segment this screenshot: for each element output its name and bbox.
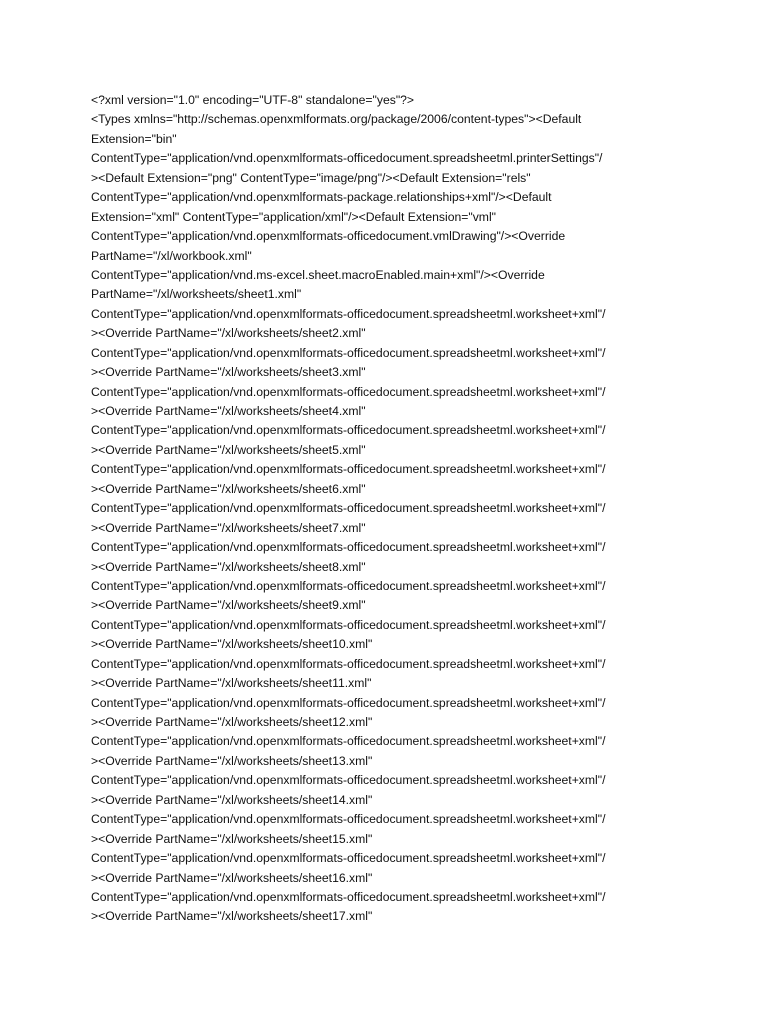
document-line: ContentType="application/vnd.openxmlformats-officedocument.spreadsheetml.worksheet+xml"/: [91, 851, 606, 866]
document-line: PartName="/xl/worksheets/sheet1.xml": [91, 287, 302, 302]
document-line: ContentType="application/vnd.openxmlformats-officedocument.spreadsheetml.printerSettings"/: [91, 151, 603, 166]
document-line: ContentType="application/vnd.ms-excel.sheet.macroEnabled.main+xml"/><Override: [91, 267, 545, 282]
document-line: Extension="bin": [91, 131, 177, 146]
document-line: ><Override PartName="/xl/worksheets/sheet12.xml": [91, 715, 373, 729]
document-line: ><Override PartName="/xl/worksheets/sheet3.xml": [91, 365, 366, 380]
document-line: ><Override PartName="/xl/worksheets/sheet2.xml": [91, 326, 366, 341]
document-line: ContentType="application/vnd.openxmlformats-officedocument.spreadsheetml.worksheet+xml"/: [91, 306, 606, 321]
document-line: ContentType="application/vnd.openxmlformats-officedocument.spreadsheetml.worksheet+xml"/: [91, 578, 606, 593]
document-line: PartName="/xl/workbook.xml": [91, 248, 252, 263]
document-line: ContentType="application/vnd.openxmlformats-officedocument.spreadsheetml.worksheet+xml"/: [91, 695, 606, 710]
document-line: <?xml version="1.0" encoding="UTF-8" standalone="yes"?>: [91, 93, 415, 107]
document-line: ><Override PartName="/xl/worksheets/sheet11.xml": [91, 676, 372, 691]
document-line: ContentType="application/vnd.openxmlformats-officedocument.spreadsheetml.worksheet+xml"/: [91, 423, 606, 438]
document-line: ContentType="application/vnd.openxmlformats-officedocument.spreadsheetml.worksheet+xml"/: [91, 889, 606, 904]
document-line: ContentType="application/vnd.openxmlformats-officedocument.spreadsheetml.worksheet+xml"/: [91, 812, 606, 827]
document-line: ContentType="application/vnd.openxmlformats-officedocument.spreadsheetml.worksheet+xml"/: [91, 501, 606, 516]
document-line: ><Override PartName="/xl/worksheets/sheet7.xml": [91, 520, 366, 535]
document-line: ><Override PartName="/xl/worksheets/sheet4.xml": [91, 404, 366, 418]
document-line: ><Default Extension="png" ContentType="image/png"/><Default Extension="rels": [91, 170, 531, 185]
document-line: ContentType="application/vnd.openxmlformats-officedocument.vmlDrawing"/><Override: [91, 229, 566, 244]
document-line: ContentType="application/vnd.openxmlformats-officedocument.spreadsheetml.worksheet+xml"/: [91, 384, 606, 399]
document-line: ><Override PartName="/xl/worksheets/sheet6.xml": [91, 481, 366, 496]
document-line: ContentType="application/vnd.openxmlformats-officedocument.spreadsheetml.worksheet+xml"/: [91, 734, 606, 749]
document-line: ><Override PartName="/xl/worksheets/sheet17.xml": [91, 909, 373, 924]
document-line: ContentType="application/vnd.openxmlformats-officedocument.spreadsheetml.worksheet+xml"/: [91, 617, 606, 632]
document-line: ><Override PartName="/xl/worksheets/sheet10.xml": [91, 637, 373, 652]
document-line: ContentType="application/vnd.openxmlformats-officedocument.spreadsheetml.worksheet+xml"/: [91, 345, 606, 360]
document-line: ><Override PartName="/xl/worksheets/sheet13.xml": [91, 753, 373, 768]
document-line: <Types xmlns="http://schemas.openxmlformats.org/package/2006/content-types"><Default: [91, 112, 582, 127]
document-line: ><Override PartName="/xl/worksheets/sheet8.xml": [91, 559, 366, 574]
document-line: ><Override PartName="/xl/worksheets/sheet5.xml": [91, 442, 366, 457]
document-line: ><Override PartName="/xl/worksheets/sheet9.xml": [91, 598, 366, 613]
document-line: ContentType="application/vnd.openxmlformats-officedocument.spreadsheetml.worksheet+xml"/: [91, 773, 606, 788]
document-line: Extension="xml" ContentType="application/xml"/><Default Extension="vml": [91, 209, 496, 224]
document-body: [91, 91, 691, 927]
document-line: ContentType="application/vnd.openxmlformats-officedocument.spreadsheetml.worksheet+xml"/: [91, 656, 606, 671]
document-line: ><Override PartName="/xl/worksheets/sheet15.xml": [91, 831, 373, 846]
document-line: ContentType="application/vnd.openxmlformats-officedocument.spreadsheetml.worksheet+xml"/: [91, 462, 606, 477]
document-line: ><Override PartName="/xl/worksheets/sheet16.xml": [91, 870, 373, 885]
document-line: ContentType="application/vnd.openxmlformats-package.relationships+xml"/><Default: [91, 190, 552, 205]
document-line: ><Override PartName="/xl/worksheets/sheet14.xml": [91, 792, 373, 807]
document-line: ContentType="application/vnd.openxmlformats-officedocument.spreadsheetml.worksheet+xml"/: [91, 540, 606, 555]
